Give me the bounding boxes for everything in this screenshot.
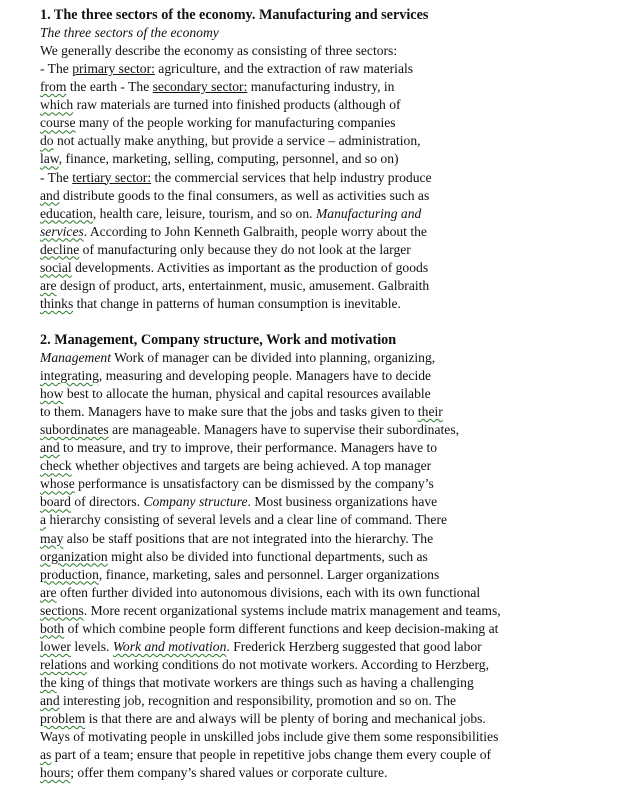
text-run: . Most business organizations have <box>247 494 438 510</box>
spellcheck-marked-word: as <box>40 747 52 763</box>
spellcheck-marked-word: may <box>40 530 64 546</box>
text-run: developments. Activities as important as the production of goods <box>71 259 429 275</box>
text-line <box>40 114 396 132</box>
text-run: 2. Management, Company structure, Work and motivation <box>40 331 397 348</box>
text-run: performance is unsatisfactory can be dismissed by the company’s <box>74 476 434 492</box>
spellcheck-marked-word: services <box>40 223 84 239</box>
text-line <box>40 674 474 692</box>
spellcheck-marked-word: how <box>40 386 64 402</box>
section-subheading <box>40 24 219 42</box>
text-run: ; offer them company’s shared values or corporate culture. <box>70 765 388 781</box>
text-run: , measuring and developing people. Managers have to decide <box>98 368 432 383</box>
text-run: , health care, leisure, tourism, and so on. <box>92 205 316 221</box>
text-line <box>40 475 434 493</box>
text-run: Ways of motivating people in unskilled jobs include give them some responsibilities <box>40 729 499 744</box>
text-run: Work of manager can be divided into planning, organizing, <box>110 349 436 365</box>
text-line <box>40 42 397 60</box>
text-run: not actually make anything, but provide a service – administration, <box>53 133 421 149</box>
spellcheck-marked-word: a <box>40 512 47 528</box>
text-run: . Frederick Herzberg suggested that good labor <box>226 638 482 654</box>
spellcheck-marked-word: lower <box>40 638 71 654</box>
spellcheck-marked-word: relations <box>40 656 87 672</box>
text-run: are manageable. Managers have to supervise their subordinates, <box>108 422 460 438</box>
text-run: - The <box>40 61 73 77</box>
text-line <box>40 150 399 168</box>
text-run: levels. <box>70 638 113 654</box>
spellcheck-marked-word: education <box>40 205 93 221</box>
spellcheck-marked-word: problem <box>40 711 86 726</box>
text-line <box>40 385 431 403</box>
underlined-term: tertiary sector: <box>72 169 152 185</box>
text-run: - The <box>40 169 73 185</box>
spellcheck-marked-word: Work and motivation <box>112 638 227 654</box>
underlined-term: primary sector: <box>72 61 155 77</box>
spellcheck-marked-word: course <box>40 115 76 131</box>
spellcheck-marked-word: hours <box>40 765 71 781</box>
spellcheck-marked-word: are <box>40 277 57 293</box>
text-run: that change in patterns of human consumption is inevitable. <box>73 295 401 311</box>
text-run: to measure, and try to improve, their performance. Managers have to <box>59 440 438 456</box>
text-run: best to allocate the human, physical and capital resources available <box>63 386 431 402</box>
text-run: king of things that motivate workers are things such as having a challenging <box>56 674 474 690</box>
spellcheck-marked-word: both <box>40 620 65 636</box>
text-line <box>40 205 421 223</box>
text-run: interesting job, recognition and responsibility, promotion and so on. The <box>59 692 457 708</box>
italic-run: Management <box>40 349 111 365</box>
text-line <box>40 78 394 96</box>
text-line <box>40 692 456 710</box>
text-run: is that there are and always will be plenty of boring and mechanical jobs. <box>85 711 486 726</box>
spellcheck-marked-word: and <box>40 440 60 456</box>
text-run: manufacturing industry, in <box>247 79 395 95</box>
spellcheck-marked-word: production <box>40 566 99 582</box>
text-run: agriculture, and the extraction of raw materials <box>154 61 414 77</box>
spellcheck-marked-word: social <box>40 259 72 275</box>
text-run: . More recent organizational systems include matrix management and teams, <box>83 602 501 618</box>
text-run: . According to John Kenneth Galbraith, people worry about the <box>83 223 427 239</box>
spellcheck-marked-word: from <box>40 79 67 95</box>
text-run: of directors. <box>70 494 144 510</box>
spellcheck-marked-word: thinks <box>40 295 74 311</box>
text-line <box>40 439 437 457</box>
text-run: also be staff positions that are not integrated into the hierarchy. The <box>63 530 434 546</box>
spellcheck-marked-word: which <box>40 97 74 113</box>
spellcheck-marked-word: organization <box>40 548 108 564</box>
text-line <box>40 764 387 782</box>
text-run: whether objectives and targets are being achieved. A top manager <box>71 458 432 474</box>
spellcheck-marked-word: subordinates <box>40 422 109 438</box>
spellcheck-marked-word: are <box>40 584 57 600</box>
underlined-term: secondary sector: <box>152 79 248 95</box>
text-line <box>40 656 489 674</box>
section-heading <box>40 331 396 349</box>
text-line <box>40 421 459 439</box>
text-line <box>40 457 431 475</box>
text-line <box>40 728 498 746</box>
text-run: , finance, marketing, sales and personnel. Larger organizations <box>98 566 440 582</box>
spellcheck-marked-word: decline <box>40 241 80 257</box>
text-line <box>40 620 498 638</box>
text-line <box>40 493 437 511</box>
text-run: hierarchy consisting of several levels and a clear line of command. There <box>46 512 448 528</box>
text-line <box>40 403 443 421</box>
spellcheck-marked-word: integrating <box>40 368 99 383</box>
text-line <box>40 295 401 313</box>
text-run: part of a team; ensure that people in repetitive jobs change them every couple of <box>51 747 492 763</box>
text-run: raw materials are turned into finished products (although of <box>73 97 401 113</box>
text-run: 1. The three sectors of the economy. Manufacturing and services <box>40 7 429 23</box>
text-line <box>40 277 429 295</box>
text-line <box>40 530 433 548</box>
spellcheck-marked-word: the <box>40 674 57 690</box>
spellcheck-marked-word: check <box>40 458 72 474</box>
text-run: many of the people working for manufacturing companies <box>75 115 396 131</box>
text-line <box>40 60 413 78</box>
text-run: might also be divided into functional departments, such as <box>107 548 428 564</box>
spellcheck-marked-word: sections <box>40 602 84 618</box>
text-run: the commercial services that help industry produce <box>151 169 432 185</box>
text-run: of which combine people form different functions and keep decision-making at <box>64 620 499 636</box>
text-line <box>40 349 435 367</box>
text-line <box>40 96 401 114</box>
text-line <box>40 187 429 205</box>
italic-run: Company structure <box>143 494 248 510</box>
text-line <box>40 584 480 602</box>
text-run: the earth - The <box>66 79 153 95</box>
text-line <box>40 223 427 241</box>
text-line <box>40 566 439 584</box>
text-line <box>40 241 411 259</box>
text-line <box>40 511 447 529</box>
text-line <box>40 169 432 187</box>
text-line <box>40 710 486 728</box>
text-run: distribute goods to the final consumers, as well as activities such as <box>59 187 430 203</box>
text-line <box>40 259 428 277</box>
text-line <box>40 548 428 566</box>
italic-run: Manufacturing and <box>315 205 422 221</box>
text-run: , finance, marketing, selling, computing, personnel, and so on) <box>58 151 399 167</box>
text-line <box>40 746 491 764</box>
text-line <box>40 602 501 620</box>
text-line <box>40 367 431 385</box>
text-line <box>40 132 421 150</box>
text-line <box>40 638 482 656</box>
spellcheck-marked-word: do <box>40 133 54 149</box>
text-run: We generally describe the economy as consisting of three sectors: <box>40 43 398 59</box>
spellcheck-marked-word: board <box>40 494 71 510</box>
text-run: to them. Managers have to make sure that the jobs and tasks given to <box>40 404 418 420</box>
text-run: The three sectors of the economy <box>40 25 219 41</box>
spellcheck-marked-word: and <box>40 187 60 203</box>
text-run: often further divided into autonomous divisions, each with its own functional <box>56 584 481 600</box>
spellcheck-marked-word: and <box>40 692 60 708</box>
text-run: design of product, arts, entertainment, music, amusement. Galbraith <box>56 277 430 293</box>
spellcheck-marked-word: law <box>40 151 59 167</box>
text-run: of manufacturing only because they do not look at the larger <box>79 241 411 257</box>
spellcheck-marked-word: whose <box>40 476 75 492</box>
text-run: and working conditions do not motivate workers. According to Herzberg, <box>86 656 490 672</box>
spellcheck-marked-word: their <box>417 404 443 420</box>
section-heading <box>40 6 428 24</box>
